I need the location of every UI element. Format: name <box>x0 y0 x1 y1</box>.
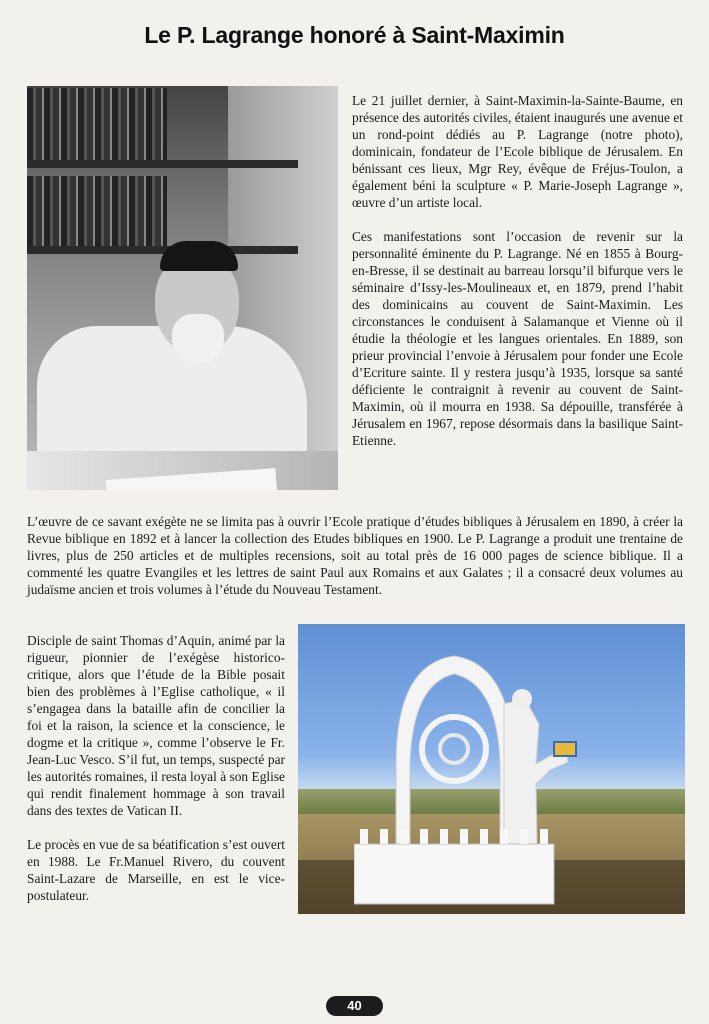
sculpture-shape <box>354 644 584 914</box>
paragraph-intro: Le 21 juillet dernier, à Saint-Maximin-la-Sainte-Baume, en présence des autorités civiles, étaient inaugurés une avenue et un rond-point dédiés au P. Lagrange (notre photo), dominicain, fondateur de l’Ecole biblique de Jérusalem. En bénissant ces lieux, Mgr Rey, évêque de Fréjus-Toulon, a également béni la sculpture « P. Marie-Joseph Lagrange », œuvre d’un artiste local. <box>352 93 683 210</box>
bookshelf-middle <box>27 176 167 248</box>
paragraph-legacy: Disciple de saint Thomas d’Aquin, animé par la rigueur, pionnier de l’exégèse historico-critique, alors que l’étude de la Bible posait bien des problèmes à l’Eglise catholique, « il s’engagea dans la bataille afin de concilier la foi et la raison, la science et la conscience, le dogme et la critique », comme l’observe le Fr. Jean-Luc Vesco. S’il fut, un temps, suspecté par les autorités romaines, il resta loyal à son Eglise qui rendit finalement hommage à son travail dans des textes de Vatican II. <box>27 633 285 818</box>
beard-shape <box>172 314 224 364</box>
shelf-2 <box>27 246 298 254</box>
shelf-1 <box>27 160 298 168</box>
skullcap-shape <box>160 241 238 271</box>
bookshelf-top <box>27 88 167 160</box>
left-column-text <box>27 632 285 921</box>
paragraph-works: L’œuvre de ce savant exégète ne se limita pas à ouvrir l’Ecole pratique d’études bibliques à Jérusalem en 1890, à créer la Revue biblique en 1892 et à lancer la collection des Etudes bibliques en 1900. Le P. Lagrange a produit une trentaine de livres, plus de 250 articles et de multiples recensions, soit au total près de 16 000 pages de science biblique. Il a commenté les quatre Evangiles et les lettres de saint Paul aux Romains et aux Galates ; il a consacré deux volumes au judaïsme ancien et trois volumes à l’étude du Nouveau Testament. <box>27 514 683 597</box>
sculpture-photo <box>298 624 685 914</box>
paragraph-biography: Ces manifestations sont l’occasion de revenir sur la personnalité éminente du P. Lagrange. Né en 1855 à Bourg-en-Bresse, il se destinait au barreau lorsqu’il bifurque vers le séminaire d’Issy-les-Moulineaux et, en 1879, prend l’habit des dominicains au couvent de Saint-Maximin. Les circonstances le conduisent à Salamanque et Vienne où il étudie la théologie et les langues orientales. En 1889, son prieur provincial l’envoie à Jérusalem pour fonder une Ecole d’Ecriture sainte. Il y restera jusqu’à 1935, lorsque sa santé déficiente le contraignit à revenir au couvent de Saint-Maximin, où il mourra en 1938. Sa dépouille, transférée à Jérusalem en 1967, repose désormais dans la basilique Saint-Etienne. <box>352 229 683 448</box>
right-column-text <box>352 92 683 466</box>
article-title: Le P. Lagrange honoré à Saint-Maximin <box>144 22 565 48</box>
paragraph-beatification: Le procès en vue de sa béatification s’est ouvert en 1988. Le Fr.Manuel Rivero, du couvent Saint-Lazare de Marseille, en est le vice-postulateur. <box>27 837 285 903</box>
portrait-photo <box>27 86 338 490</box>
page-number-badge: 40 <box>326 996 383 1016</box>
